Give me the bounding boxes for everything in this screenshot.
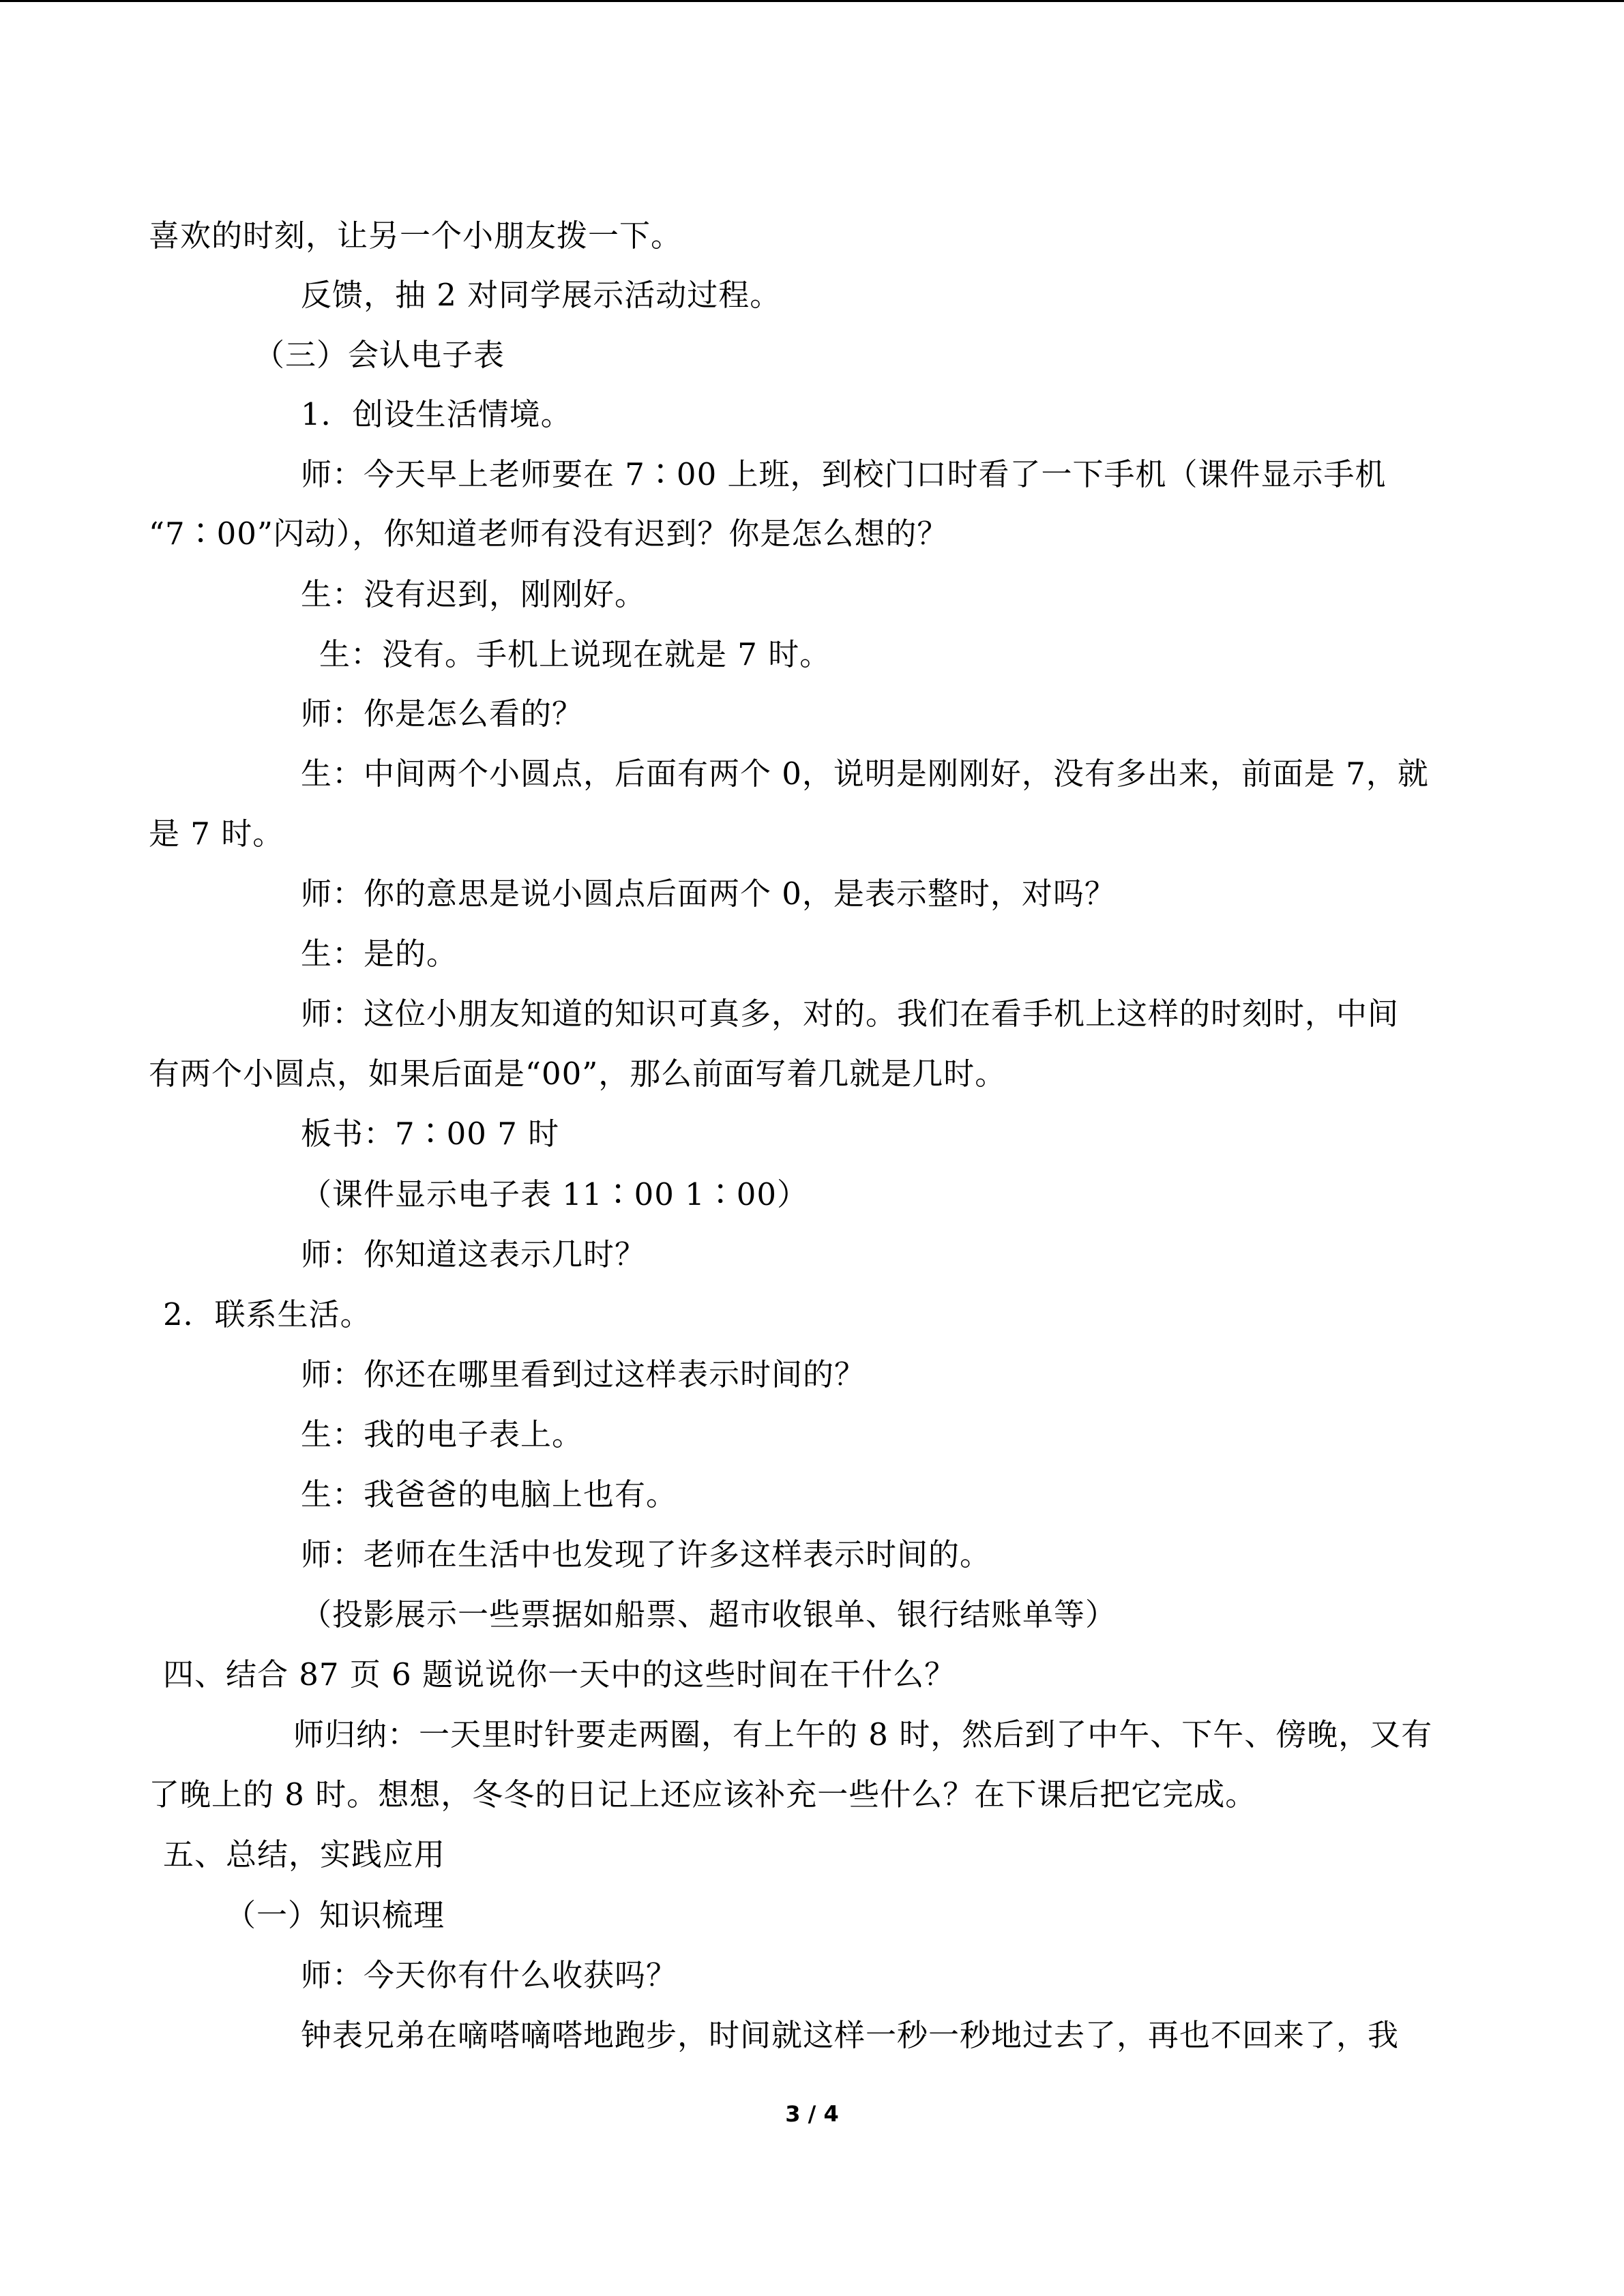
text-line: 生：我爸爸的电脑上也有。 bbox=[301, 1476, 678, 1512]
text-line: 喜欢的时刻，让另一个小朋友拨一下。 bbox=[149, 218, 683, 254]
text-line: 师归纳：一天里时针要走两圈，有上午的 8 时，然后到了中午、下午、傍晚，又有 bbox=[293, 1716, 1433, 1753]
text-line: 是 7 时。 bbox=[149, 816, 284, 852]
text-line: 生：是的。 bbox=[301, 936, 458, 972]
section-heading: 四、结合 87 页 6 题说说你一天中的这些时间在干什么？ bbox=[163, 1656, 956, 1693]
text-line: 生：中间两个小圆点，后面有两个 0，说明是刚刚好，没有多出来，前面是 7，就 bbox=[301, 756, 1429, 792]
text-line: “7∶00”闪动），你知道老师有没有迟到？你是怎么想的？ bbox=[149, 516, 949, 552]
text-line: 师：你还在哪里看到过这样表示时间的？ bbox=[301, 1356, 866, 1392]
text-line: （投影展示一些票据如船票、超市收银单、银行结账单等） bbox=[301, 1596, 1117, 1632]
page-number: 3 / 4 bbox=[785, 2101, 839, 2127]
text-line: 师：你是怎么看的？ bbox=[301, 696, 584, 732]
text-line: 生：我的电子表上。 bbox=[301, 1416, 584, 1452]
subsection-heading: 2．联系生活。 bbox=[163, 1296, 372, 1332]
section-heading: 五、总结，实践应用 bbox=[163, 1836, 446, 1873]
text-line: 钟表兄弟在嘀嗒嘀嗒地跑步，时间就这样一秒一秒地过去了，再也不回来了，我 bbox=[301, 2017, 1400, 2053]
section-heading: （三）会认电子表 bbox=[254, 337, 505, 373]
text-line: 板书：7∶00 7 时 bbox=[301, 1116, 560, 1152]
section-heading: （一）知识梳理 bbox=[225, 1897, 445, 1933]
subsection-heading: 1．创设生活情境。 bbox=[301, 396, 572, 432]
text-line: 反馈，抽 2 对同学展示活动过程。 bbox=[301, 277, 782, 313]
text-line: 有两个小圆点，如果后面是“00”，那么前面写着几就是几时。 bbox=[149, 1056, 1007, 1092]
text-line: （课件显示电子表 11∶00 1∶00） bbox=[301, 1176, 809, 1212]
text-line: 生：没有。手机上说现在就是 7 时。 bbox=[319, 636, 831, 672]
text-line: 了晚上的 8 时。想想，冬冬的日记上还应该补充一些什么？在下课后把它完成。 bbox=[149, 1776, 1257, 1813]
text-line: 师：老师在生活中也发现了许多这样表示时间的。 bbox=[301, 1536, 992, 1572]
text-line: 师：今天早上老师要在 7∶00 上班，到校门口时看了一下手机（课件显示手机 bbox=[301, 456, 1387, 492]
text-line: 师：今天你有什么收获吗？ bbox=[301, 1957, 678, 1993]
text-line: 师：这位小朋友知道的知识可真多，对的。我们在看手机上这样的时刻时，中间 bbox=[301, 996, 1400, 1032]
text-line: 生：没有迟到，刚刚好。 bbox=[301, 576, 647, 612]
text-line: 师：你的意思是说小圆点后面两个 0，是表示整时，对吗？ bbox=[301, 876, 1116, 912]
text-line: 师：你知道这表示几时？ bbox=[301, 1236, 647, 1272]
